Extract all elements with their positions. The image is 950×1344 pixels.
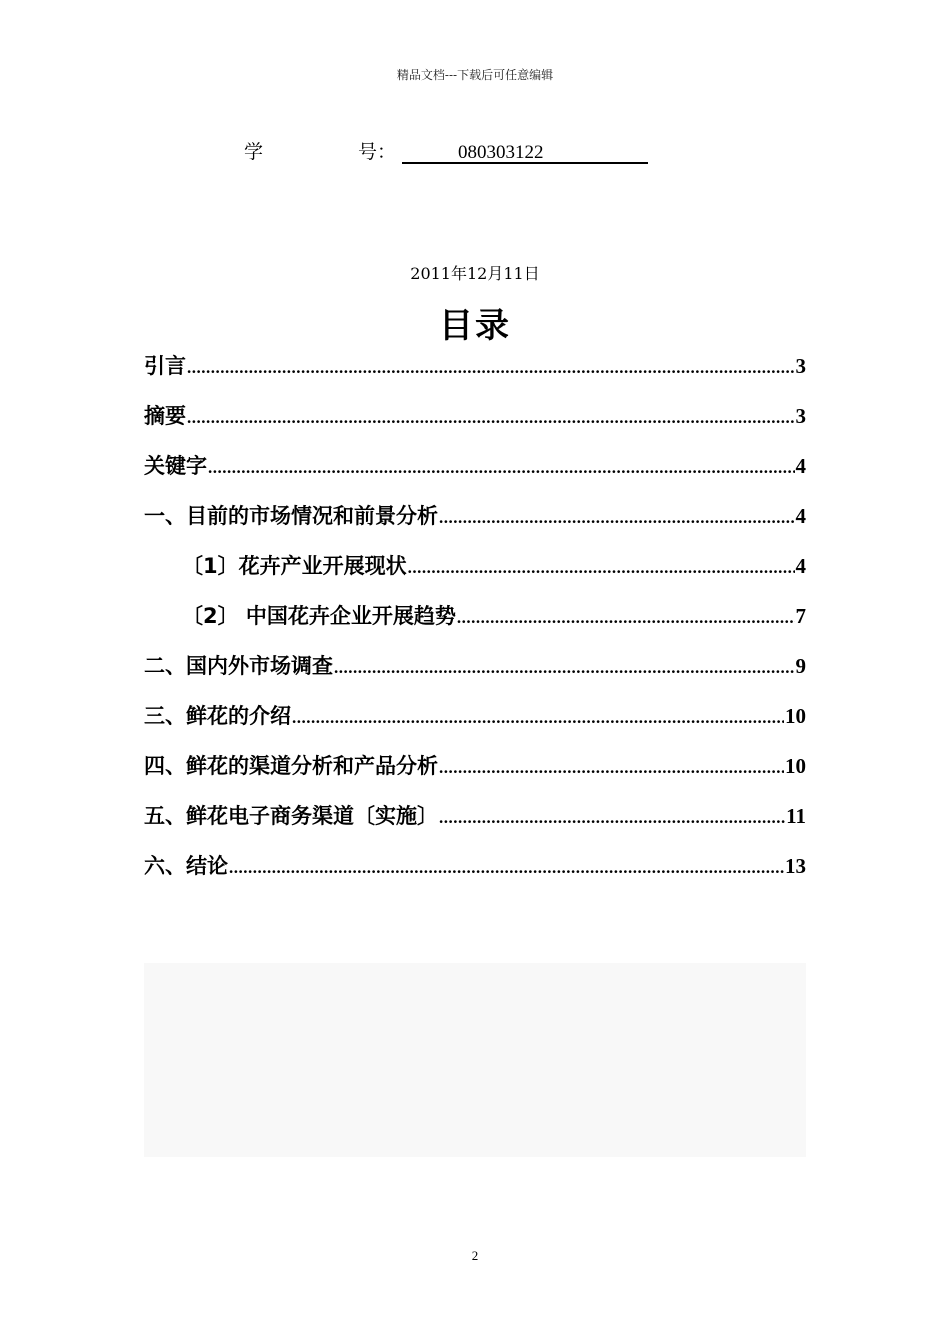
- toc-entry-keywords[interactable]: [144, 450, 806, 500]
- toc-leader-dots: [208, 458, 795, 478]
- toc-leader-dots: [439, 508, 795, 528]
- document-date: 2011年12月11日: [410, 264, 540, 283]
- toc-entry-label: 〔1〕花卉产业开展现状: [182, 554, 407, 578]
- toc-entry-label: 一、目前的市场情况和前景分析: [144, 504, 438, 528]
- toc-entry-label: 五、鲜花电子商务渠道〔实施〕: [144, 804, 438, 828]
- toc-entry-label: 〔2〕 中国花卉企业开展趋势: [182, 604, 456, 628]
- page-number: 2: [471, 1248, 479, 1263]
- toc-leader-dots: [334, 658, 795, 678]
- toc-entry-subsection-1-1[interactable]: [144, 550, 806, 600]
- blank-content-area: [144, 963, 806, 1157]
- toc-entry-section-1[interactable]: [144, 500, 806, 550]
- toc-entry-section-4[interactable]: [144, 750, 806, 800]
- toc-entry-page: 11: [786, 804, 806, 828]
- toc-leader-dots: [439, 758, 784, 778]
- toc-leader-dots: [457, 608, 795, 628]
- toc-entry-page: 3: [795, 354, 806, 378]
- table-of-contents: [144, 350, 806, 900]
- toc-leader-dots: [187, 358, 795, 378]
- toc-entry-page: 4: [795, 454, 806, 478]
- toc-entry-section-6[interactable]: [144, 850, 806, 900]
- toc-entry-label: 引言: [144, 354, 186, 378]
- toc-leader-dots: [229, 858, 784, 878]
- toc-entry-page: 4: [795, 504, 806, 528]
- toc-entry-label: 二、国内外市场调查: [144, 654, 333, 678]
- toc-entry-subsection-1-2[interactable]: [144, 600, 806, 650]
- toc-entry-section-5[interactable]: [144, 800, 806, 850]
- toc-entry-page: 7: [795, 604, 806, 628]
- toc-leader-dots: [439, 808, 785, 828]
- toc-entry-label: 摘要: [144, 404, 186, 428]
- toc-entry-abstract[interactable]: [144, 400, 806, 450]
- header-note: 精品文档---下载后可任意编辑: [396, 68, 554, 82]
- toc-entry-section-3[interactable]: [144, 700, 806, 750]
- student-id-line: [244, 138, 648, 166]
- toc-entry-page: 10: [785, 704, 806, 728]
- toc-entry-page: 4: [795, 554, 806, 578]
- toc-entry-label: 四、鲜花的渠道分析和产品分析: [144, 754, 438, 778]
- toc-entry-page: 13: [785, 854, 806, 878]
- toc-entry-section-2[interactable]: [144, 650, 806, 700]
- toc-entry-page: 9: [795, 654, 806, 678]
- student-id-label-second: 号：: [358, 141, 397, 163]
- toc-entry-page: 10: [785, 754, 806, 778]
- toc-entry-label: 六、结论: [144, 854, 228, 878]
- toc-leader-dots: [187, 408, 795, 428]
- student-id-label-first: 学: [244, 141, 264, 163]
- student-id-value: 080303122: [402, 142, 648, 164]
- toc-title: 目录: [439, 306, 511, 346]
- toc-entry-label: 关键字: [144, 454, 207, 478]
- toc-entry-page: 3: [795, 404, 806, 428]
- toc-leader-dots: [292, 708, 784, 728]
- toc-entry-introduction[interactable]: [144, 350, 806, 400]
- toc-entry-label: 三、鲜花的介绍: [144, 704, 291, 728]
- toc-leader-dots: [408, 558, 795, 578]
